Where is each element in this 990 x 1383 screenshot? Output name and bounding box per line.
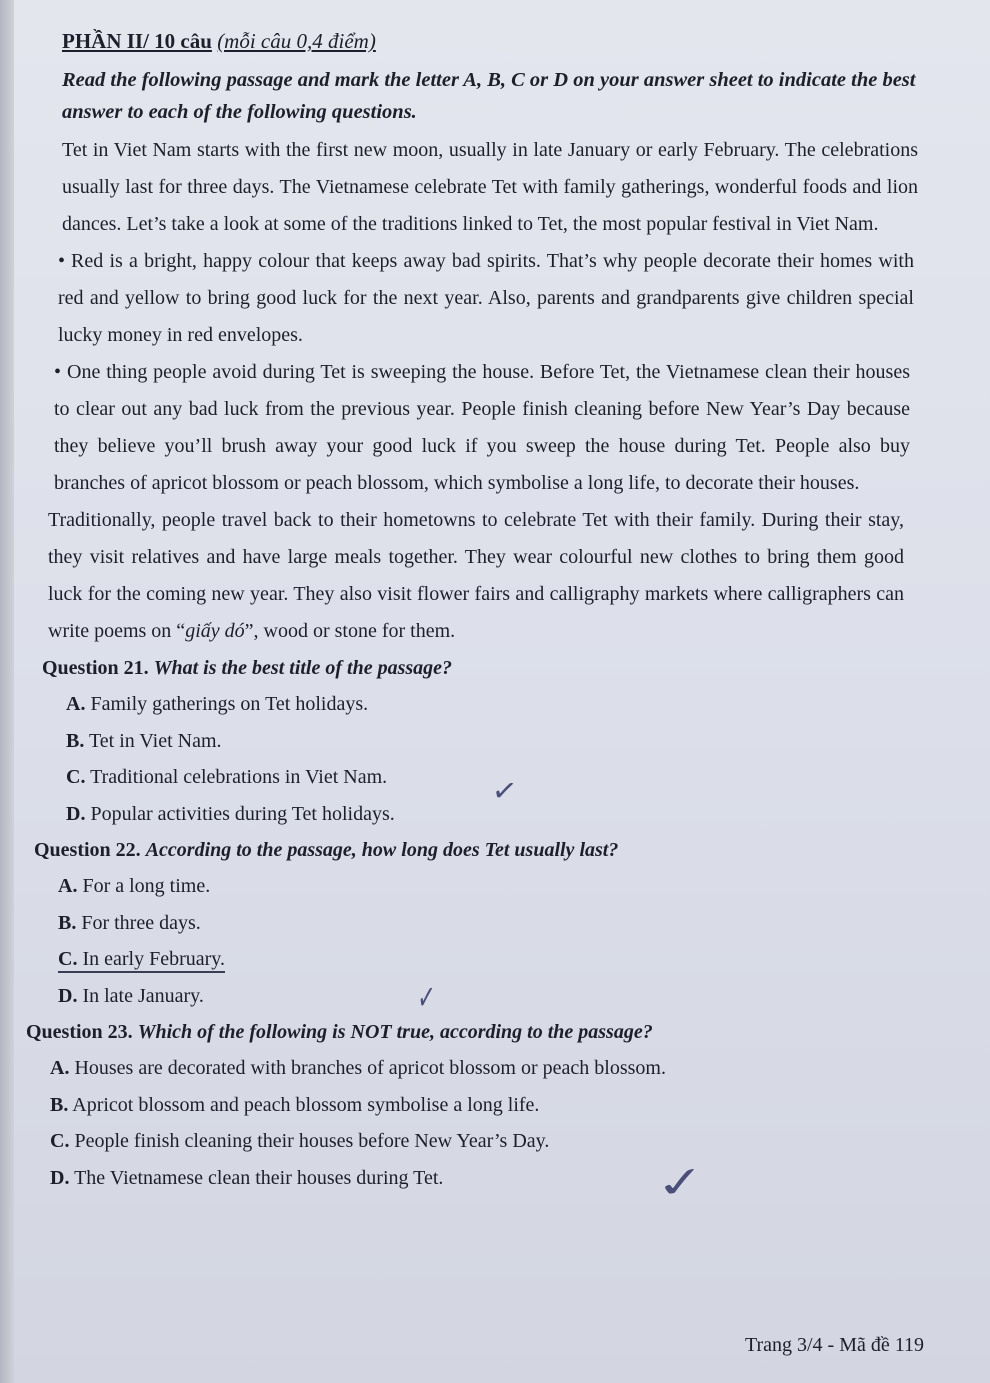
passage-paragraph-3-text: One thing people avoid during Tet is sweeping the house. Before Tet, the Vietnamese clean their houses to clear out any bad luck from the previous year. People finish cleaning before New Year’s Day because they believe you’ll brush away your good luck if you sweep the house during Tet. People also buy branches of apricot blossom or peach blossom, which symbolise a long life, to decorate their houses. bbox=[54, 361, 910, 494]
underlined-option bbox=[58, 948, 225, 973]
option-letter: C. bbox=[66, 766, 86, 788]
option-letter: C. bbox=[50, 1130, 70, 1152]
paper-edge-shadow bbox=[0, 0, 14, 1383]
option-text: In late January. bbox=[82, 984, 204, 1007]
bullet-icon: • bbox=[54, 361, 62, 383]
bullet-icon: • bbox=[58, 250, 66, 272]
option-letter: D. bbox=[66, 802, 86, 825]
question-prompt bbox=[42, 650, 930, 686]
question-23 bbox=[26, 1014, 930, 1196]
section-header bbox=[62, 26, 930, 56]
option-letter: D. bbox=[58, 984, 78, 1007]
option-d bbox=[58, 978, 930, 1015]
passage-paragraph-1: Tet in Viet Nam starts with the first new moon, usually in late January or early February. The celebrations usually last for three days. The Vietnamese celebrate Tet with family gatherings, wonderful foods and lion dances. Let’s take a look at some of the traditions linked to Tet, the most popular festival in Viet Nam. bbox=[62, 139, 918, 235]
passage-paragraph-2-text: Red is a bright, happy colour that keeps away bad spirits. That’s why people decorate their homes with red and yellow to bring good luck for the next year. Also, parents and grandparents give children special lucky money in red envelopes. bbox=[58, 250, 914, 346]
option-letter: D. bbox=[50, 1166, 70, 1189]
option-text: Popular activities during Tet holidays. bbox=[90, 802, 395, 825]
passage-paragraph-4-end: ”, wood or stone for them. bbox=[244, 620, 456, 642]
option-letter: B. bbox=[66, 729, 85, 752]
option-letter: A. bbox=[66, 693, 86, 715]
question-text: According to the passage, how long does Tet usually last? bbox=[145, 839, 619, 861]
option-text: For a long time. bbox=[82, 875, 211, 897]
option-text: People finish cleaning their houses before New Year’s Day. bbox=[74, 1130, 550, 1152]
option-text: In early February. bbox=[82, 948, 225, 970]
option-text: For three days. bbox=[81, 911, 201, 934]
section-points: (mỗi câu 0,4 điểm) bbox=[217, 29, 376, 53]
question-label: Question 22. bbox=[34, 839, 141, 861]
option-b bbox=[58, 905, 930, 942]
passage-paragraph-3 bbox=[54, 354, 910, 502]
handwritten-check-icon: ✓ bbox=[652, 1156, 709, 1210]
handwritten-check-icon: ✓ bbox=[416, 977, 437, 1019]
option-d bbox=[50, 1160, 930, 1197]
page-footer: Trang 3/4 - Mã đề 119 bbox=[744, 1334, 924, 1356]
option-letter: B. bbox=[50, 1093, 69, 1116]
option-text: Houses are decorated with branches of apricot blossom or peach blossom. bbox=[74, 1057, 666, 1079]
option-a bbox=[50, 1050, 930, 1087]
option-letter: B. bbox=[58, 911, 77, 934]
option-text: Tet in Viet Nam. bbox=[88, 729, 222, 752]
option-a bbox=[58, 868, 930, 905]
option-text: Family gatherings on Tet holidays. bbox=[90, 693, 369, 715]
question-text: What is the best title of the passage? bbox=[153, 657, 453, 679]
question-22 bbox=[34, 832, 930, 1014]
option-c bbox=[50, 1123, 930, 1160]
option-letter: C. bbox=[58, 948, 78, 970]
passage-paragraph-4 bbox=[48, 502, 904, 650]
passage-paragraph-4-text: Traditionally, people travel back to their hometowns to celebrate Tet with their family. During their stay, they visit relatives and have large meals together. They wear colourful new clothes to bring them good luck for the coming new year. They also visit flower fairs and calligraphy markets where calligraphers can write poems on “ bbox=[48, 509, 904, 642]
section-title: PHẦN II/ 10 câu bbox=[62, 29, 212, 53]
option-text: Apricot blossom and peach blossom symbolise a long life. bbox=[72, 1093, 540, 1116]
question-label: Question 21. bbox=[42, 657, 149, 679]
question-prompt bbox=[34, 832, 930, 868]
giay-do-term: giấy dó bbox=[185, 620, 245, 642]
option-letter: A. bbox=[58, 875, 78, 897]
question-text: Which of the following is NOT true, according to the passage? bbox=[137, 1021, 653, 1043]
option-a bbox=[66, 686, 930, 723]
handwritten-check-icon: ✓ bbox=[489, 772, 520, 811]
passage-paragraph-2 bbox=[58, 243, 914, 354]
question-label: Question 23. bbox=[26, 1021, 133, 1043]
option-b bbox=[66, 723, 930, 760]
option-c bbox=[58, 941, 930, 978]
option-text: Traditional celebrations in Viet Nam. bbox=[90, 766, 388, 788]
option-letter: A. bbox=[50, 1057, 70, 1079]
option-b bbox=[50, 1087, 930, 1124]
instruction-text: Read the following passage and mark the letter A, B, C or D on your answer sheet to indicate the best answer to each of the following questions. bbox=[62, 69, 916, 123]
question-21 bbox=[42, 650, 930, 832]
option-text: The Vietnamese clean their houses during Tet. bbox=[74, 1166, 444, 1189]
page-content bbox=[26, 26, 930, 1196]
question-prompt bbox=[26, 1014, 930, 1050]
